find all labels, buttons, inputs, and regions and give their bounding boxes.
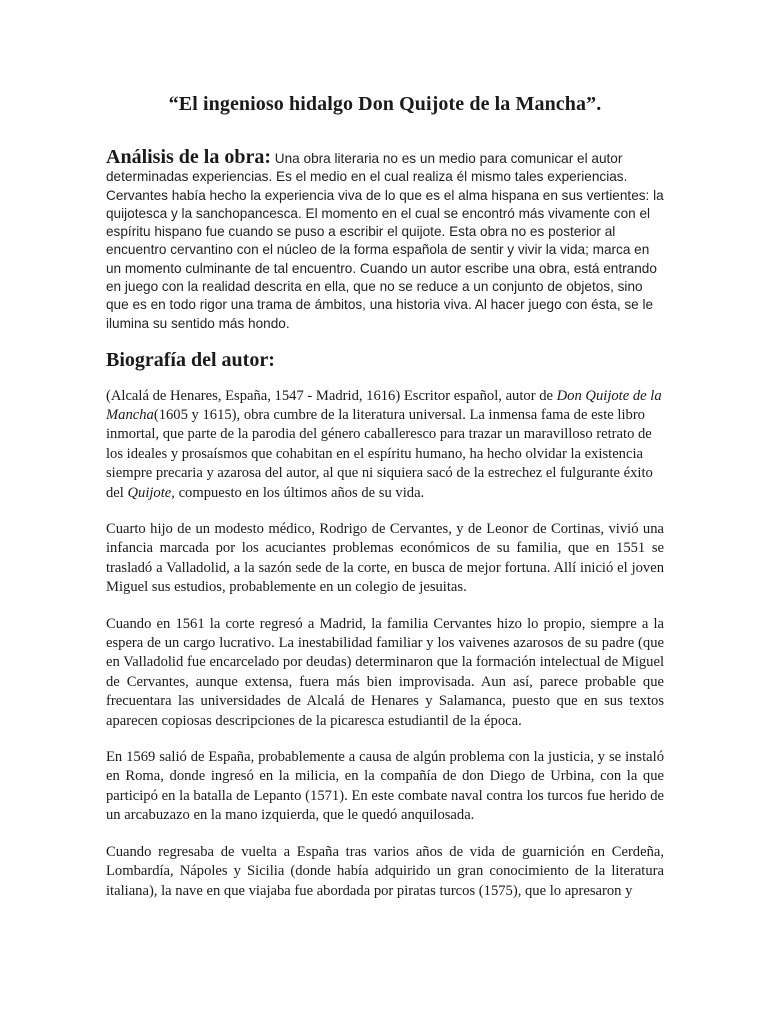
analysis-paragraph [106,148,664,333]
biography-paragraph-1 [106,387,664,503]
biography-heading: Biografía del autor: [106,348,275,371]
bio-p1-text-c: , compuesto en los últimos años de su vida. [171,484,425,501]
document-title: “El ingenioso hidalgo Don Quijote de la Mancha”. [168,93,602,115]
bio-p1-text-b: (1605 y 1615), obra cumbre de la literatura universal. La inmensa fama de este libro inmortal, que parte de la parodia del género caballeresco para trazar un maravilloso retrato de los ideales y prosaísmos que cohabitan en el espíritu humano, ha hecho olvidar la existencia siempre precaria y azarosa del autor, al que ni siquiera sacó de la estrechez el fulgurante éxito del [106,406,653,501]
biography-paragraph-2: Cuarto hijo de un modesto médico, Rodrigo de Cervantes, y de Leonor de Cortinas, vivió una infancia marcada por los acuciantes problemas económicos de su familia, que en 1551 se trasladó a Valladolid, a la sazón sede de la corte, en busca de mejor fortuna. Allí inició el joven Miguel sus estudios, probablemente en un colegio de jesuitas. [106,521,664,596]
biography-paragraph-3: Cuando en 1561 la corte regresó a Madrid, la familia Cervantes hizo lo propio, siempre a la espera de un cargo lucrativo. La inestabilidad familiar y los vaivenes azarosos de su padre (que en Valladolid fue encarcelado por deudas) determinaron que la formación intelectual de Miguel de Cervantes, aunque extensa, fuera más bien improvisada. Aun así, parece probable que frecuentara las universidades de Alcalá de Henares y Salamanca, puesto que en sus textos aparecen copiosas descripciones de la picaresca estudiantil de la época. [106,615,664,729]
bio-p1-book-title: Don Quijote de la Mancha [106,387,662,423]
bio-p1-short-title: Quijote [127,484,172,501]
analysis-text: Una obra literaria no es un medio para comunicar el autor determinadas experiencias. Es el medio en el cual realiza él mismo tales experiencias. Cervantes había hecho la experiencia viva de lo que es el alma hispana en sus vertientes: la quijotesca y la sanchopancesca. El momento en el cual se encontró más vivamente con el espíritu hispano fue cuando se puso a escribir el quijote. Esta obra no es posterior al encuentro cervantino con el núcleo de la forma española de sentir y vivir la vida; marca en un momento culminante de tal encuentro. Cuando un autor escribe una obra, está entrando en juego con la realidad descrita en ella, que no se reduce a un conjunto de objetos, sino que es en todo rigor una trama de ámbitos, una historia viva. Al hacer juego con ésta, se le ilumina su sentido más hondo. [106,151,664,331]
analysis-heading: Análisis de la obra: [106,146,272,168]
bio-p1-text-a: (Alcalá de Henares, España, 1547 - Madrid, 1616) Escritor español, autor de [106,387,557,404]
biography-paragraph-4: En 1569 salió de España, probablemente a causa de algún problema con la justicia, y se instaló en Roma, donde ingresó en la milicia, en la compañía de don Diego de Urbina, con la que participó en la batalla de Lepanto (1571). En este combate naval contra los turcos fue herido de un arcabuzazo en la mano izquierda, que le quedó anquilosada. [106,749,664,824]
biography-paragraph-5: Cuando regresaba de vuelta a España tras varios años de vida de guarnición en Cerdeña, Lombardía, Nápoles y Sicilia (donde había adquirido un gran conocimiento de la literatura italiana), la nave en que viajaba fue abordada por piratas turcos (1575), que lo apresaron y [106,843,664,899]
